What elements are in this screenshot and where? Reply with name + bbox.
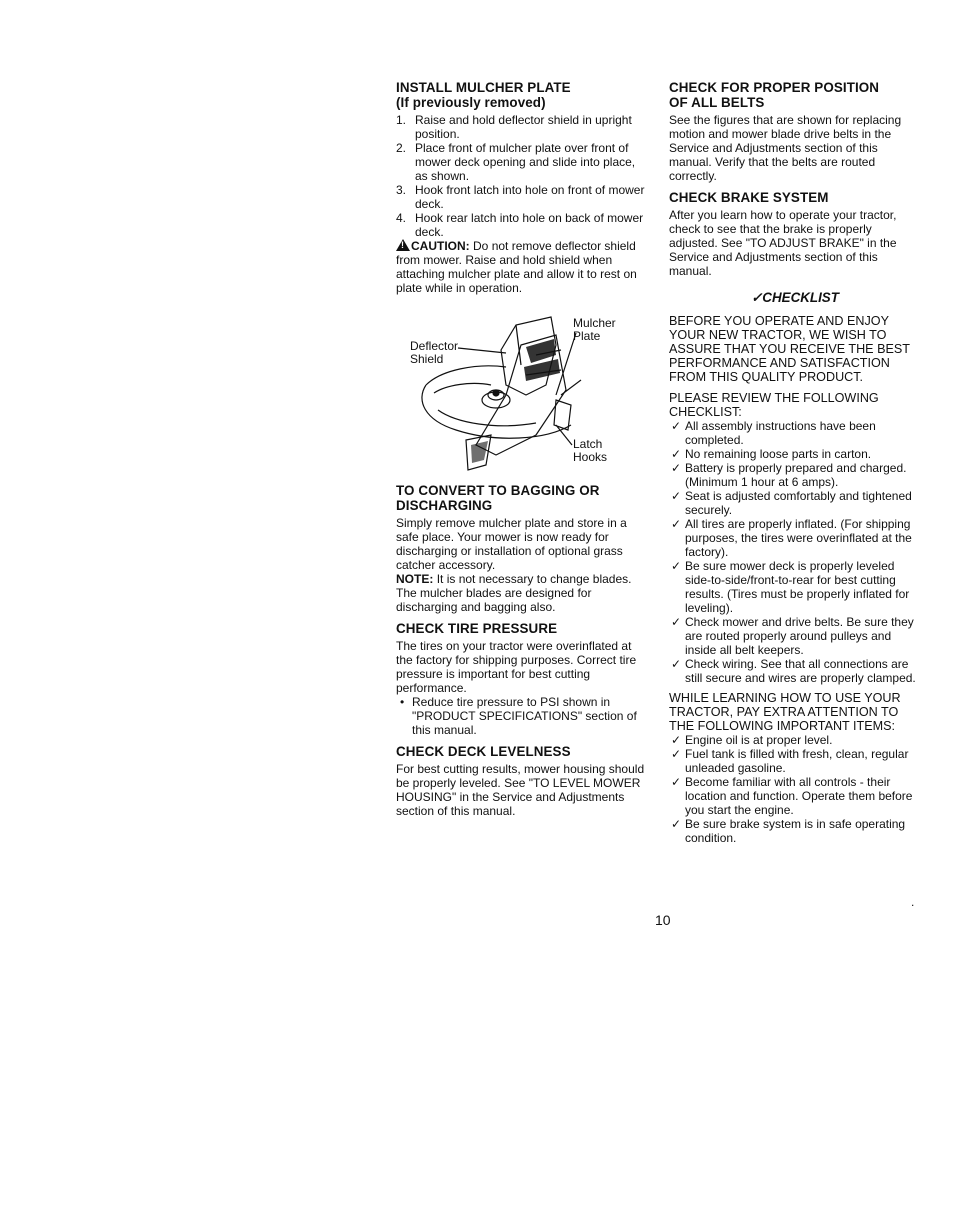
note-label: NOTE: [396,572,434,586]
tire-bullet-item: • Reduce tire pressure to PSI shown in "PRODUCT SPECIFICATIONS" section of this manual. [400,695,637,737]
check-icon: ✓ [671,615,682,629]
check-icon: ✓ [671,489,682,503]
mulcher-title: INSTALL MULCHER PLATE [396,80,571,95]
label-plate: Plate [573,329,601,343]
warning-triangle-icon [396,239,410,251]
check-icon: ✓ [671,733,682,747]
deck-title: CHECK DECK LEVELNESS [396,744,571,759]
step-item: 2. Place front of mulcher plate over front of mower deck opening and slide into place, as shown. [396,141,636,183]
mulcher-subtitle: (If previously removed) [396,95,546,110]
tire-bullets [396,695,650,737]
convert-title-line1: TO CONVERT TO BAGGING OR [396,483,600,498]
check-icon: ✓ [671,775,682,789]
convert-note [396,572,650,614]
label-hooks: Hooks [573,450,608,464]
deck-body: For best cutting results, mower housing should be properly leveled. See "TO LEVEL MOWER HOUSING" in the Service and Adjustments section of this manual. [396,762,645,818]
checklist-item: ✓ Battery is properly prepared and charged. (Minimum 1 hour at 6 amps). [671,461,907,489]
stray-mark: . [911,895,915,909]
brake-title: CHECK BRAKE SYSTEM [669,190,829,205]
label-deflector: Deflector [410,339,459,353]
learning-heading: WHILE LEARNING HOW TO USE YOUR TRACTOR, PAY EXTRA ATTENTION TO THE FOLLOWING IMPORTANT ITEMS: [669,691,901,733]
check-icon: ✓ [671,817,682,831]
label-mulcher: Mulcher [573,316,616,330]
checklist-intro: BEFORE YOU OPERATE AND ENJOY YOUR NEW TRACTOR, WE WISH TO ASSURE THAT YOU RECEIVE THE BEST PERFORMANCE AND SATISFACTION FROM THIS QUALITY PRODUCT. [669,314,910,384]
learning-item: ✓ Fuel tank is filled with fresh, clean, regular unleaded gasoline. [671,747,909,775]
check-icon: ✓ [671,461,682,475]
belts-title-line1: CHECK FOR PROPER POSITION [669,80,880,95]
belts-body: See the figures that are shown for replacing motion and mower blade drive belts in the Service and Adjustments section of this manual. Verify that the belts are routed correctly. [669,113,902,183]
checklist-item: ✓ Be sure mower deck is properly leveled side-to-side/front-to-rear for best cutting results. (Tires must be properly inflated for leveling). [671,559,910,615]
step-item: 3. Hook front latch into hole on front of mower deck. [396,183,645,211]
left-column [396,80,650,818]
check-icon: ✓ [671,657,682,671]
tire-body: The tires on your tractor were overinflated at the factory for shipping purposes. Correct tire pressure is important for best cutting performance. [396,639,637,695]
check-icon: ✓ [671,747,682,761]
label-latch: Latch [573,437,603,451]
brake-body: After you learn how to operate your tractor, check to see that the brake is properly adjusted. See "TO ADJUST BRAKE" in the Service and Adjustments section of this manual. [669,208,897,278]
checklist-item: ✓ No remaining loose parts in carton. [671,447,872,461]
review-heading: PLEASE REVIEW THE FOLLOWING CHECKLIST: [669,391,879,419]
checklist-item: ✓ Check mower and drive belts. Be sure they are routed properly around pulleys and inside all belt keepers. [671,615,914,657]
caution-paragraph [396,239,650,295]
checklist-item: ✓ All tires are properly inflated. (For shipping purposes, the tires were overinflated at the factory). [671,517,912,559]
convert-title-line2: DISCHARGING [396,498,493,513]
mulcher-steps [396,113,650,239]
checklist-title: ✓CHECKLIST [751,290,839,305]
label-shield: Shield [410,352,444,366]
right-column [669,80,921,845]
learning-items [669,733,921,845]
checklist-item: ✓ Check wiring. See that all connections are still secure and wires are properly clamped. [671,657,916,685]
checklist-item: ✓ All assembly instructions have been completed. [671,419,876,447]
step-item: 4. Hook rear latch into hole on back of mower deck. [396,211,644,239]
note-text: It is not necessary to change blades. The mulcher blades are designed for discharging and bagging also. [396,572,632,614]
learning-item: ✓ Become familiar with all controls - their location and function. Operate them before you start the engine. [671,775,913,817]
check-icon: ✓ [671,559,682,573]
mulcher-plate-figure [396,315,650,475]
checklist-item: ✓ Seat is adjusted comfortably and tightened securely. [671,489,912,517]
check-icon: ✓ [671,419,682,433]
learning-item: ✓ Engine oil is at proper level. [671,733,833,747]
tire-title: CHECK TIRE PRESSURE [396,621,558,636]
check-icon: ✓ [671,517,682,531]
checklist-items [669,419,921,685]
belts-title-line2: OF ALL BELTS [669,95,765,110]
convert-body: Simply remove mulcher plate and store in a safe place. Your mower is now ready for discharging or installation of optional grass catcher accessory. [396,516,627,572]
page-number: 10 [655,912,671,928]
step-item: 1. Raise and hold deflector shield in upright position. [396,113,632,141]
caution-text: Do not remove deflector shield from mower. Raise and hold shield when attaching mulcher plate and allow it to rest on plate while in operation. [396,239,637,295]
check-icon: ✓ [671,447,682,461]
learning-item: ✓ Be sure brake system is in safe operating condition. [671,817,906,845]
caution-label: CAUTION: [411,239,470,253]
